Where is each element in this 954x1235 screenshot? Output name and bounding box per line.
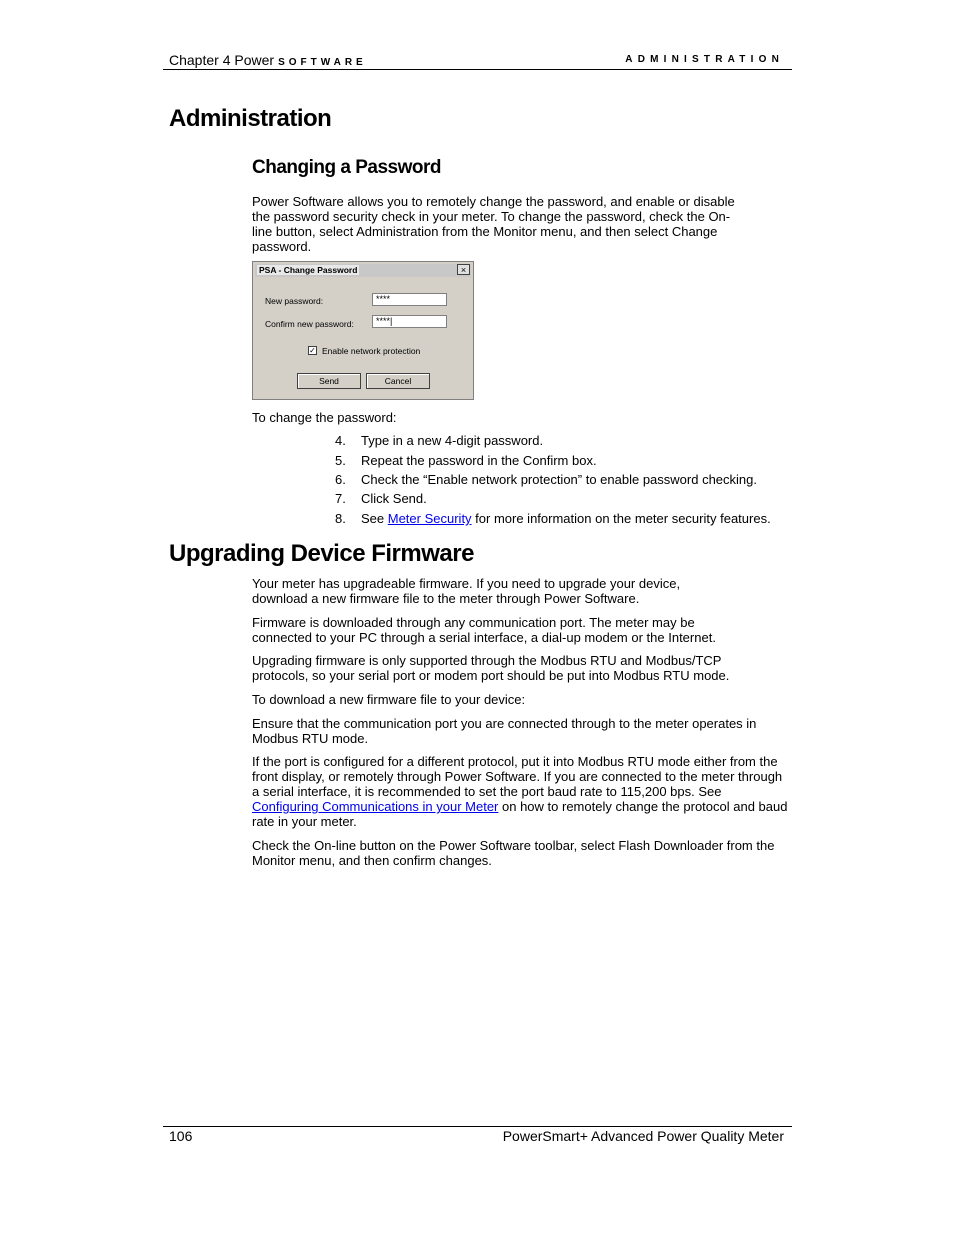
list-item xyxy=(335,472,757,487)
new-password-field[interactable]: **** xyxy=(372,293,447,306)
subsection-title-changing-password: Changing a Password xyxy=(252,157,441,178)
page-number: 106 xyxy=(169,1128,193,1144)
list-item xyxy=(335,511,771,526)
list-item xyxy=(335,433,543,448)
list-item-text: Check the “Enable network protection” to enable password checking. xyxy=(361,472,757,487)
cancel-button[interactable]: Cancel xyxy=(366,373,430,389)
list-item xyxy=(335,491,427,506)
footer-rule xyxy=(163,1126,792,1127)
header-rule xyxy=(163,69,792,70)
meter-security-link[interactable]: Meter Security xyxy=(387,511,472,526)
list-item-number: 7. xyxy=(335,491,346,506)
running-header-chapter xyxy=(169,52,367,68)
firmware-paragraph-7: Check the On-line button on the Power Software toolbar, select Flash Downloader from the Monitor menu, and then confirm changes. xyxy=(252,838,775,868)
section-title-upgrading-firmware: Upgrading Device Firmware xyxy=(169,540,474,567)
firmware-paragraph-1: Your meter has upgradeable firmware. If you need to upgrade your device, download a new firmware file to the meter through Power Software. xyxy=(252,576,681,606)
list-item-text-post: for more information on the meter security features. xyxy=(471,511,771,526)
firmware-paragraph-3: Upgrading firmware is only supported through the Modbus RTU and Modbus/TCP protocols, so your serial port or modem port should be put into Modbus RTU mode. xyxy=(252,653,730,683)
intro-paragraph: Power Software allows you to remotely change the password, and enable or disable the password security check in your meter. To change the password, check the On-line button, select Administration from the Monitor menu, and then select Change password. xyxy=(252,194,735,254)
firmware-paragraph-6 xyxy=(252,754,788,829)
list-item-text: Type in a new 4-digit password. xyxy=(361,433,544,448)
change-password-dialog xyxy=(252,261,474,400)
header-chapter-text: Chapter 4 Power xyxy=(169,52,275,68)
running-footer-product: PowerSmart+ Advanced Power Quality Meter xyxy=(502,1128,784,1144)
list-item-number: 6. xyxy=(335,472,346,487)
list-item-number: 5. xyxy=(335,453,346,468)
configuring-communications-link[interactable]: Configuring Communications in your Meter xyxy=(252,799,499,814)
list-item-number: 4. xyxy=(335,433,346,448)
firmware-paragraph-5: Ensure that the communication port you are connected through to the meter operates in Modbus RTU mode. xyxy=(252,716,757,746)
enable-network-protection-checkbox[interactable]: ✓ xyxy=(309,346,316,355)
section-title-administration: Administration xyxy=(169,105,332,132)
list-item-number: 8. xyxy=(335,511,346,526)
firmware-paragraph-4: To download a new firmware file to your device: xyxy=(252,692,526,707)
enable-network-protection-label: Enable network protection xyxy=(322,346,421,356)
send-button[interactable]: Send xyxy=(297,373,361,389)
list-item-text-pre: See xyxy=(361,511,388,526)
list-item-text: Click Send. xyxy=(361,491,427,506)
paragraph-text: If the port is configured for a different protocol, put it into Modbus RTU mode either from the front display, or remotely through Power Software. If you are connected to the meter through a serial interface, it is recommended to set the port baud rate to 115,200 bps. See xyxy=(252,754,783,799)
dialog-title: PSA - Change Password xyxy=(259,265,358,275)
confirm-password-label: Confirm new password: xyxy=(265,319,354,329)
list-item xyxy=(335,453,597,468)
confirm-password-field[interactable]: ****| xyxy=(372,315,447,328)
running-header-section: ADMINISTRATION xyxy=(625,54,784,65)
close-icon[interactable]: × xyxy=(457,264,470,275)
header-chapter-suffix: SOFTWARE xyxy=(278,57,367,68)
firmware-paragraph-2: Firmware is downloaded through any communication port. The meter may be connected to your PC through a serial interface, a dial-up modem or the Internet. xyxy=(252,615,716,645)
paragraph-text: on how to remotely change the protocol and baud rate in your meter. xyxy=(252,799,788,829)
new-password-label: New password: xyxy=(265,296,324,306)
list-item-text: Repeat the password in the Confirm box. xyxy=(361,453,597,468)
dialog-title-bar xyxy=(255,264,471,277)
steps-intro: To change the password: xyxy=(252,410,397,425)
